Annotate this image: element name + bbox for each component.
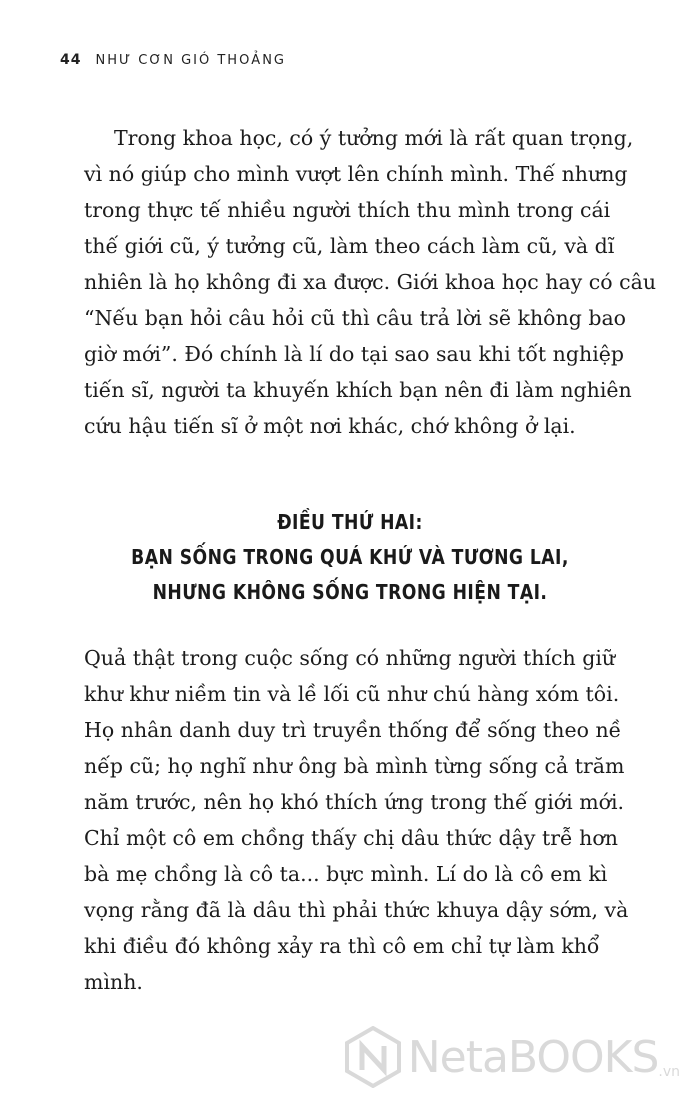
running-title: NHƯ CƠN GIÓ THOẢNG (95, 53, 286, 68)
text-line: khi điều đó không xảy ra thì cô em chỉ tự làm khổ (84, 934, 600, 958)
paragraph-1 (84, 120, 657, 444)
heading-line: BẠN SỐNG TRONG QUÁ KHỨ VÀ TƯƠNG LAI, (131, 545, 569, 569)
text-line: cứu hậu tiến sĩ ở một nơi khác, chớ không ở lại. (84, 414, 576, 438)
text-line: Họ nhân danh duy trì truyền thống để sống theo nề (84, 718, 622, 742)
text-line: vì nó giúp cho mình vượt lên chính mình. Thế nhưng (84, 162, 628, 186)
text-line: vọng rằng đã là dâu thì phải thức khuya dậy sớm, và (84, 898, 629, 922)
text-line: Chỉ một cô em chồng thấy chị dâu thức dậy trễ hơn (84, 826, 618, 850)
watermark-suffix: .vn (658, 1064, 680, 1080)
watermark-text: NetaBOOKS (407, 1031, 659, 1083)
paragraph-2 (84, 640, 629, 1000)
text-line: bà mẹ chồng là cô ta... bực mình. Lí do là cô em kì (84, 862, 608, 886)
text-line: nhiên là họ không đi xa được. Giới khoa học hay có câu (84, 270, 657, 294)
text-line: nếp cũ; họ nghĩ như ông bà mình từng sống cả trăm (84, 754, 625, 778)
heading-line: NHƯNG KHÔNG SỐNG TRONG HIỆN TẠI. (152, 580, 548, 604)
text-line: Trong khoa học, có ý tưởng mới là rất quan trọng, (114, 126, 634, 150)
running-header (60, 52, 286, 68)
text-line: thế giới cũ, ý tưởng cũ, làm theo cách làm cũ, và dĩ (84, 234, 615, 258)
section-heading (49, 505, 651, 610)
text-line: Quả thật trong cuộc sống có những người thích giữ (84, 646, 616, 670)
netabooks-logo-icon (344, 1026, 402, 1088)
text-line: tiến sĩ, người ta khuyến khích bạn nên đi làm nghiên (84, 378, 632, 402)
text-line: “Nếu bạn hỏi câu hỏi cũ thì câu trả lời sẽ không bao (84, 306, 627, 330)
text-line: trong thực tế nhiều người thích thu mình trong cái (84, 198, 611, 222)
text-line: năm trước, nên họ khó thích ứng trong thế giới mới. (84, 790, 625, 814)
heading-line: ĐIỀU THỨ HAI: (277, 510, 423, 534)
text-line: mình. (84, 970, 143, 994)
text-line: khư khư niềm tin và lề lối cũ như chú hàng xóm tôi. (84, 682, 620, 706)
text-line: giờ mới”. Đó chính là lí do tại sao sau khi tốt nghiệp (84, 342, 625, 366)
page-number: 44 (60, 52, 82, 68)
watermark (344, 1026, 680, 1088)
